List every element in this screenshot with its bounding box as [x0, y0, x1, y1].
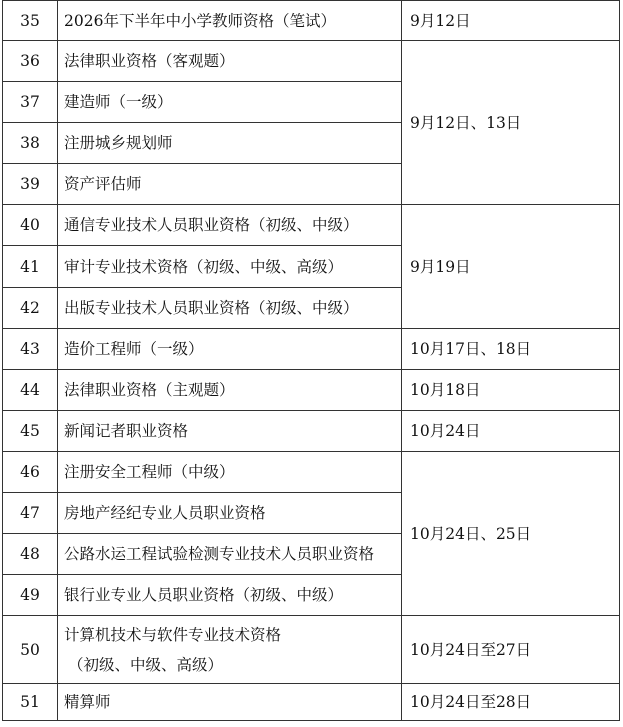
exam-date: 9月12日	[402, 1, 620, 41]
exam-name: 精算师	[58, 684, 402, 721]
row-number: 43	[3, 329, 58, 370]
exam-name-line: （初级、中级、高级）	[68, 655, 224, 674]
table-row	[3, 452, 620, 493]
table-row	[3, 205, 620, 246]
exam-date: 9月19日	[402, 205, 620, 329]
row-number: 38	[3, 123, 58, 164]
row-number: 45	[3, 411, 58, 452]
row-number: 35	[3, 1, 58, 41]
exam-name: 建造师（一级）	[58, 82, 402, 123]
row-number: 50	[3, 616, 58, 684]
row-number: 42	[3, 288, 58, 329]
exam-name: 法律职业资格（客观题）	[58, 41, 402, 82]
table-row	[3, 1, 620, 41]
exam-name: 审计专业技术资格（初级、中级、高级）	[58, 246, 402, 288]
exam-name: 资产评估师	[58, 164, 402, 205]
exam-name: 银行业专业人员职业资格（初级、中级）	[58, 575, 402, 616]
row-number: 46	[3, 452, 58, 493]
table-row	[3, 329, 620, 370]
exam-name: 公路水运工程试验检测专业技术人员职业资格	[58, 534, 402, 575]
exam-name: 房地产经纪专业人员职业资格	[58, 493, 402, 534]
exam-date: 10月24日	[402, 411, 620, 452]
row-number: 48	[3, 534, 58, 575]
table-row	[3, 684, 620, 721]
table-row	[3, 616, 620, 684]
row-number: 36	[3, 41, 58, 82]
exam-name	[58, 616, 402, 684]
exam-name-line: 计算机技术与软件专业技术资格	[64, 625, 282, 644]
exam-date: 10月24日至27日	[402, 616, 620, 684]
exam-name: 2026年下半年中小学教师资格（笔试）	[58, 1, 402, 41]
table-row	[3, 411, 620, 452]
exam-schedule-table	[2, 0, 620, 721]
table-row	[3, 370, 620, 411]
row-number: 40	[3, 205, 58, 246]
exam-date: 10月17日、18日	[402, 329, 620, 370]
row-number: 44	[3, 370, 58, 411]
row-number: 47	[3, 493, 58, 534]
exam-date: 9月12日、13日	[402, 41, 620, 205]
row-number: 37	[3, 82, 58, 123]
exam-date: 10月18日	[402, 370, 620, 411]
exam-name: 通信专业技术人员职业资格（初级、中级）	[58, 205, 402, 246]
table-row	[3, 41, 620, 82]
exam-name: 出版专业技术人员职业资格（初级、中级）	[58, 288, 402, 329]
row-number: 49	[3, 575, 58, 616]
exam-date: 10月24日至28日	[402, 684, 620, 721]
row-number: 51	[3, 684, 58, 721]
exam-name: 注册安全工程师（中级）	[58, 452, 402, 493]
exam-name: 注册城乡规划师	[58, 123, 402, 164]
row-number: 41	[3, 246, 58, 288]
exam-name: 新闻记者职业资格	[58, 411, 402, 452]
row-number: 39	[3, 164, 58, 205]
exam-date: 10月24日、25日	[402, 452, 620, 616]
exam-name: 造价工程师（一级）	[58, 329, 402, 370]
exam-name: 法律职业资格（主观题）	[58, 370, 402, 411]
